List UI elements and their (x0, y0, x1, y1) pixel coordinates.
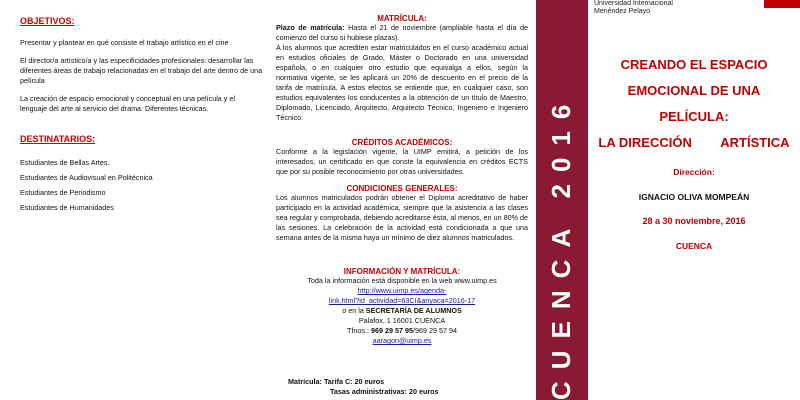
title-line-4: LA DIRECCIÓN ARTÍSTICA (598, 135, 790, 150)
destinatario-item: Estudiantes de Audiovisual en Politécnica (20, 173, 153, 182)
condiciones-heading: CONDICIONES GENERALES: (346, 184, 458, 193)
matricula-text: A los alumnos que acrediten estar matriculados en el curso académico actual en estudios oficiales de Grado, Máster o Doctorado en una universidad española, o en cualquier otro estudio que equivalga a ellos, según la normativa vigente, se les aplicará un 20% de descuento en el precio de la tarifa de matrícula. A estos efectos se entiende que, en cualquier caso, son estudios equivalentes los conducentes a la obtención de un título de Maestro, Diplomado, Licenciado, Arquitecto, Arquitecto Técnico, Ingeniero e Ingeniero Técnico. (276, 43, 528, 122)
informacion-section (276, 267, 528, 346)
address: Palafox, 1 16001 CUENCA (358, 316, 446, 325)
title-line-3: PELÍCULA: (659, 109, 729, 124)
destinatarios-list (20, 158, 260, 218)
phone-line (276, 326, 528, 336)
left-panel (0, 0, 268, 400)
course-place: CUENCA (675, 241, 713, 251)
condiciones-text: Los alumnos matriculados podrán obtener el Diploma acreditativo de haber participado en la actividad académica, siempre que la asistencia a las clases sea regular y comprobada, debiendo acreditarse ésta, al menos, en un 80% de las sesiones. La celebración de la actividad está condicionada a que una semana antes de la misma haya un mínimo de diez alumnos matriculados. (276, 193, 528, 242)
objetivo-item: Presentar y plantear en qué consiste el trabajo artístico en el cine (20, 38, 229, 47)
logo-bar-icon (764, 0, 800, 8)
secretaria-label: SECRETARÍA DE ALUMNOS (365, 306, 462, 315)
title-line-1: CREANDO EL ESPACIO (620, 57, 768, 72)
band-text: CUENCA 2016 (546, 92, 576, 400)
email-line (276, 336, 528, 346)
info-line: Toda la información está disponible en la web www.uimp.es (307, 276, 497, 285)
creditos-heading: CRÉDITOS ACADÉMICOS: (351, 138, 453, 147)
destinatario-item: Estudiantes de Bellas Artes. (20, 158, 110, 167)
creditos-text: Conforme a la legislación vigente, la UIMP emitirá, a petición de los interesados, un certificado en que conste la equivalencia en créditos ECTS que por su posible reconocimiento por otras universidades. (276, 147, 528, 176)
logo-line-2: Menéndez Pelayo (594, 8, 651, 15)
tarifa-section (276, 377, 528, 397)
objetivos-list (20, 38, 264, 122)
tarifa-line: Matrícula: Tarifa C: 20 euros (288, 377, 385, 386)
course-title (588, 52, 800, 156)
logo-text (594, 0, 673, 16)
tasas-line: Tasas administrativas: 20 euros (330, 387, 439, 396)
phone-label: Tfnos.: (347, 326, 372, 335)
condiciones-section (276, 184, 528, 243)
direccion-label: Dirección: (673, 167, 715, 177)
destinatario-item: Estudiantes de Periodismo (20, 188, 106, 197)
director-name: IGNACIO OLIVA MOMPEÁN (638, 192, 750, 202)
plazo-paragraph (276, 23, 528, 43)
objetivo-item: La creación de espacio emocional y conceptual en una película y el lenguaje del arte al servicio del drama: Diferentes técnicas. (20, 94, 235, 113)
plazo-label: Plazo de matrícula: (276, 23, 345, 32)
secretaria-line (276, 306, 528, 316)
destinatarios-heading: DESTINATARIOS: (20, 134, 96, 144)
secretaria-prefix: o en la (342, 306, 366, 315)
title-line-2: EMOCIONAL DE UNA (627, 83, 761, 98)
uimp-logo (588, 0, 800, 20)
agenda-link-line-2 (276, 296, 528, 306)
vertical-band (536, 0, 588, 400)
agenda-link-line (276, 286, 528, 296)
informacion-heading: INFORMACIÓN Y MATRÍCULA: (343, 267, 461, 276)
course-dates: 28 a 30 noviembre, 2016 (642, 216, 746, 226)
middle-panel (270, 0, 532, 400)
agenda-link-continued[interactable]: link.html?id_actividad=63CI&anyaca=2016-17 (328, 296, 476, 305)
matricula-section (276, 14, 528, 123)
plazo-text: Hasta el 21 de noviembre (ampliable hasta el día de comienzo del curso si hubiese plazas). (276, 23, 528, 42)
destinatario-item: Estudiantes de Humanidades (20, 203, 114, 212)
phone-1: 969 29 57 95 (371, 326, 413, 335)
email-link[interactable]: aaragon@uimp.es (372, 336, 432, 345)
agenda-link[interactable]: http://www.uimp.es/agenda- (357, 286, 447, 295)
phone-2: /969 29 57 94 (412, 326, 457, 335)
creditos-section (276, 138, 528, 177)
matricula-heading: MATRÍCULA: (377, 14, 427, 23)
logo-line-1: Universidad Internacional (594, 0, 673, 7)
right-panel (588, 0, 800, 400)
objetivo-item: El director/a artístico/a y las especificidades profesionales: desarrollar las diferentes áreas de trabajo relacionadas en el trabajo del arte dentro de una película (20, 56, 263, 85)
objetivos-heading: OBJETIVOS: (20, 16, 75, 26)
